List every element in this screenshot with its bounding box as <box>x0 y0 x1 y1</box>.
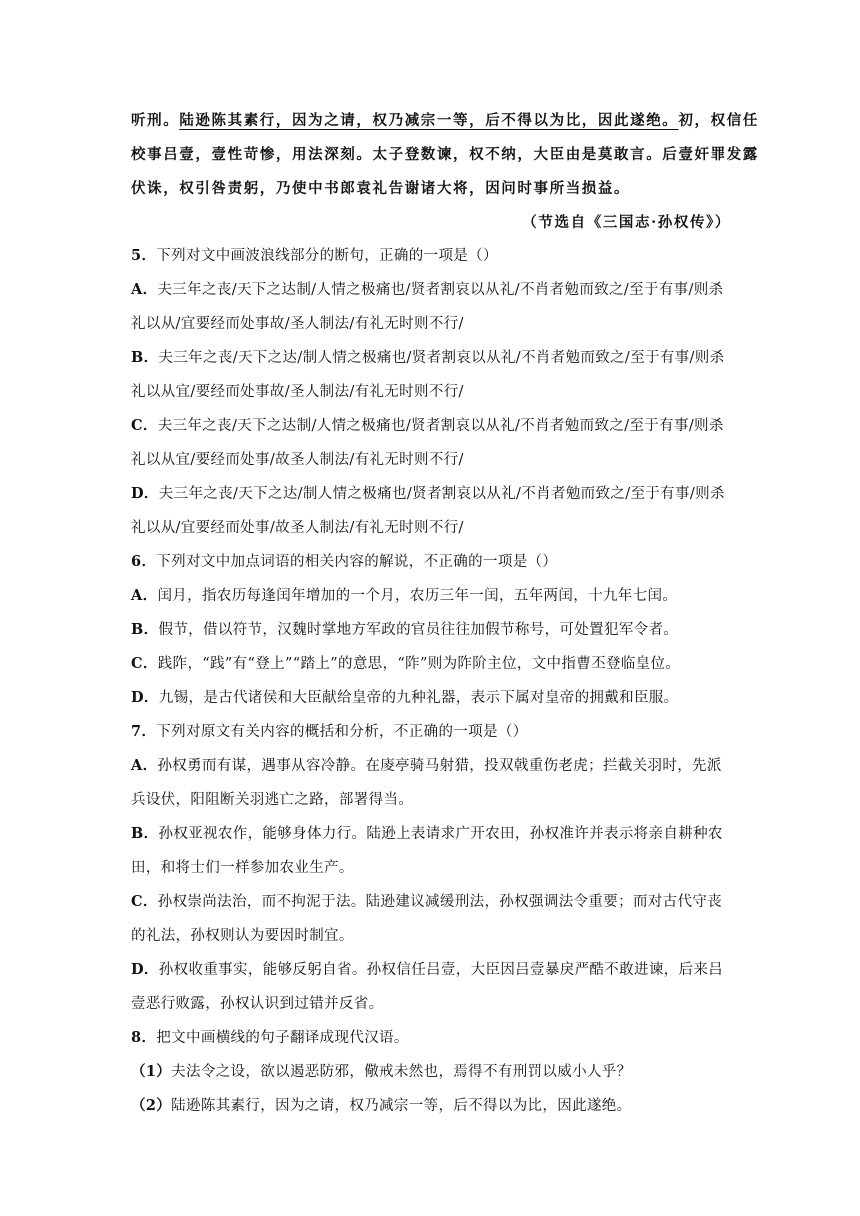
option-label: C． <box>131 655 158 672</box>
passage-text: 听刑。 <box>131 112 180 129</box>
passage-line-2: 校事吕壹，壹性苛惨，用法深刻。太子登数谏，权不纳，大臣由是莫敢言。后壹奸罪发露 <box>131 146 759 163</box>
question-5-option-a-cont: 礼以从/宜要经而处事故/圣人制法/有礼无时则不行/ <box>131 316 464 332</box>
question-number: 6． <box>131 553 157 570</box>
question-5-option-c <box>131 416 731 436</box>
question-7-option-c-cont: 的礼法，孙权则认为要因时制宜。 <box>131 928 354 944</box>
question-text: 下列对文中画波浪线部分的断句，正确的一项是（） <box>156 248 498 264</box>
question-6-stem <box>131 552 731 572</box>
question-5-option-b <box>131 348 731 368</box>
question-8-item-1 <box>131 1062 731 1082</box>
question-text: 下列对文中加点词语的相关内容的解说，不正确的一项是（） <box>156 554 558 570</box>
option-text: 夫三年之丧/天下之达制/人情之极痛也/贤者割哀以从礼/不肖者勉而致之/至于有事/则杀 <box>157 282 724 298</box>
option-text: 践阼，“践”有“登上”“踏上”的意思，“阼”则为阼阶主位，文中指曹丕登临皇位。 <box>157 656 681 672</box>
question-6-option-a <box>131 586 731 606</box>
question-5-option-d <box>131 484 731 504</box>
question-7-option-d <box>131 960 731 980</box>
option-text: 夫三年之丧/天下之达/制人情之极痛也/贤者割哀以从礼/不肖者勉而致之/至于有事/则杀 <box>158 350 725 366</box>
question-7-option-a <box>131 756 731 776</box>
question-number: 5． <box>131 247 157 264</box>
option-text: 孙权亚视农作，能够身体力行。陆逊上表请求广开农田，孙权准许并表示将亲自耕种农 <box>158 826 723 842</box>
option-label: B． <box>131 825 159 842</box>
item-label: （1） <box>131 1063 172 1080</box>
option-label: A． <box>131 281 158 298</box>
question-5-option-b-cont: 礼以从宜/要经而处事故/圣人制法/有礼无时则不行/ <box>131 384 464 400</box>
question-7-stem <box>131 722 731 742</box>
option-text: 假节，借以符节，汉魏时掌地方军政的官员往往加假节称号，可处置犯军令者。 <box>158 622 679 638</box>
option-label: D． <box>131 961 159 978</box>
question-7-option-a-cont: 兵设伏，阳阻断关羽逃亡之路，部署得当。 <box>131 792 414 808</box>
question-7-option-b <box>131 824 731 844</box>
question-5-option-c-cont: 礼以从宜/要经而处事/故圣人制法/有礼无时则不行/ <box>131 452 464 468</box>
question-number: 7． <box>131 723 157 740</box>
option-label: B． <box>131 621 159 638</box>
option-label: B． <box>131 349 159 366</box>
question-text: 下列对原文有关内容的概括和分析，不正确的一项是（） <box>156 724 528 740</box>
question-number: 8． <box>131 1029 157 1046</box>
underlined-sentence: 陆逊陈其素行，因为之请，权乃减宗一等，后不得以为比，因此遂绝。 <box>179 112 679 129</box>
question-5-stem <box>131 246 731 266</box>
question-7-option-b-cont: 田，和将士们一样参加农业生产。 <box>131 860 354 876</box>
question-6-option-d <box>131 688 731 708</box>
option-label: C． <box>131 893 158 910</box>
item-label: （2） <box>131 1097 172 1114</box>
question-5-option-a <box>131 280 731 300</box>
question-text: 把文中画横线的句子翻译成现代汉语。 <box>156 1030 409 1046</box>
question-7-option-c <box>131 892 731 912</box>
option-label: C． <box>131 417 158 434</box>
question-6-option-c <box>131 654 731 674</box>
option-text: 孙权崇尚法治，而不拘泥于法。陆逊建议减缓刑法，孙权强调法令重要；而对古代守丧 <box>157 894 723 910</box>
question-8-stem <box>131 1028 731 1048</box>
option-text: 孙权勇而有谋，遇事从容冷静。在庱亭骑马射猎，投双戟重伤老虎；拦截关羽时，先派 <box>157 758 722 774</box>
option-label: A． <box>131 587 158 604</box>
option-label: D． <box>131 485 159 502</box>
option-text: 九锡，是古代诸侯和大臣献给皇帝的九种礼器，表示下属对皇帝的拥戴和臣服。 <box>158 690 679 706</box>
item-text: 陆逊陈其素行，因为之请，权乃减宗一等，后不得以为比，因此遂绝。 <box>171 1098 632 1114</box>
question-7-option-d-cont: 壹恶行败露，孙权认识到过错并反省。 <box>131 996 384 1012</box>
question-8-item-2 <box>131 1096 731 1116</box>
option-text: 夫三年之丧/天下之达/制人情之极痛也/贤者割哀以从礼/不肖者勉而致之/至于有事/则杀 <box>158 486 725 502</box>
item-text: 夫法令之设，欲以遏恶防邪，儆戒未然也，焉得不有刑罚以威小人乎？ <box>171 1064 632 1080</box>
option-text: 夫三年之丧/天下之达制/人情之极痛也/贤者割哀以从礼/不肖者勉而致之/至于有事/则杀 <box>157 418 724 434</box>
passage-line-1 <box>131 111 759 131</box>
passage-line-3: 伏诛，权引咎责躬，乃使中书郎袁礼告谢诸大将，因问时事所当损益。 <box>131 180 631 197</box>
option-text: 孙权收重事实，能够反躬自省。孙权信任吕壹，大臣因吕壹暴戾严酷不敢进谏，后来吕 <box>158 962 724 978</box>
question-5-option-d-cont: 礼以从/宜要经而处事/故圣人制法/有礼无时则不行/ <box>131 520 464 536</box>
option-label: D． <box>131 689 159 706</box>
passage-text: 初，权信任 <box>678 112 759 129</box>
passage-source: （节选自《三国志·孙权传》） <box>522 214 731 231</box>
option-label: A． <box>131 757 158 774</box>
option-text: 闰月，指农历每逢闰年增加的一个月，农历三年一闰，五年两闰，十九年七闰。 <box>157 588 678 604</box>
question-6-option-b <box>131 620 731 640</box>
